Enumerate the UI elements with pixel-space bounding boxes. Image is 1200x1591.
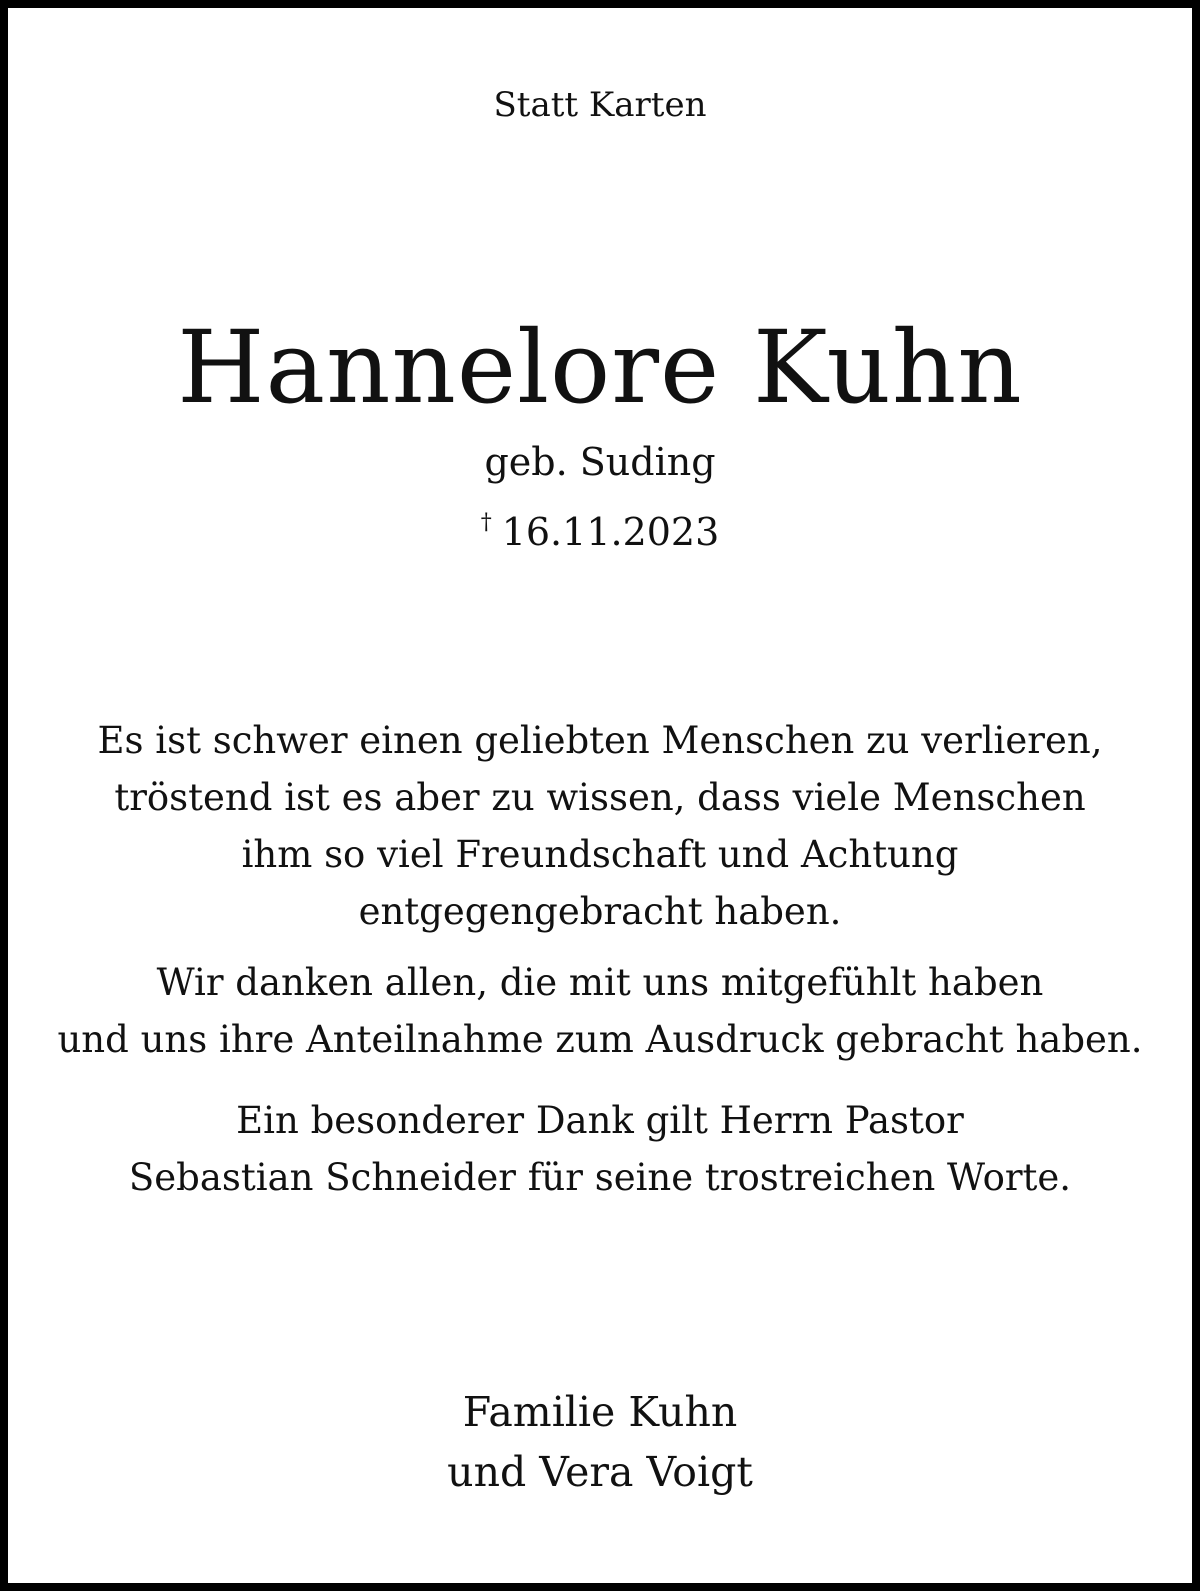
signature-line: Familie Kuhn: [462, 1388, 738, 1436]
paragraph-thanks: [8, 954, 1192, 1068]
paragraph-line: tröstend ist es aber zu wissen, dass viele Menschen: [114, 776, 1086, 819]
death-date-line: [8, 510, 1192, 555]
deceased-name: Hannelore Kuhn: [177, 309, 1023, 426]
paragraph-line: ihm so viel Freundschaft und Achtung: [241, 833, 959, 876]
birth-name: geb. Suding: [484, 440, 716, 484]
paragraph-condolence: [8, 712, 1192, 940]
paragraph-line: Es ist schwer einen geliebten Menschen zu verlieren,: [97, 719, 1103, 762]
paragraph-line: Ein besonderer Dank gilt Herrn Pastor: [236, 1099, 964, 1142]
cross-icon: †: [480, 510, 492, 535]
signature-block: [8, 1382, 1192, 1502]
paragraph-line: und uns ihre Anteilnahme zum Ausdruck gebracht haben.: [57, 1018, 1143, 1061]
paragraph-special-thanks: [8, 1092, 1192, 1206]
paragraph-line: Wir danken allen, die mit uns mitgefühlt haben: [156, 961, 1044, 1004]
death-date: 16.11.2023: [501, 510, 720, 554]
paragraph-line: entgegengebracht haben.: [358, 890, 842, 933]
paragraph-line: Sebastian Schneider für seine trostreichen Worte.: [128, 1156, 1072, 1199]
signature-line: und Vera Voigt: [447, 1448, 753, 1496]
header-text: Statt Karten: [493, 85, 707, 125]
